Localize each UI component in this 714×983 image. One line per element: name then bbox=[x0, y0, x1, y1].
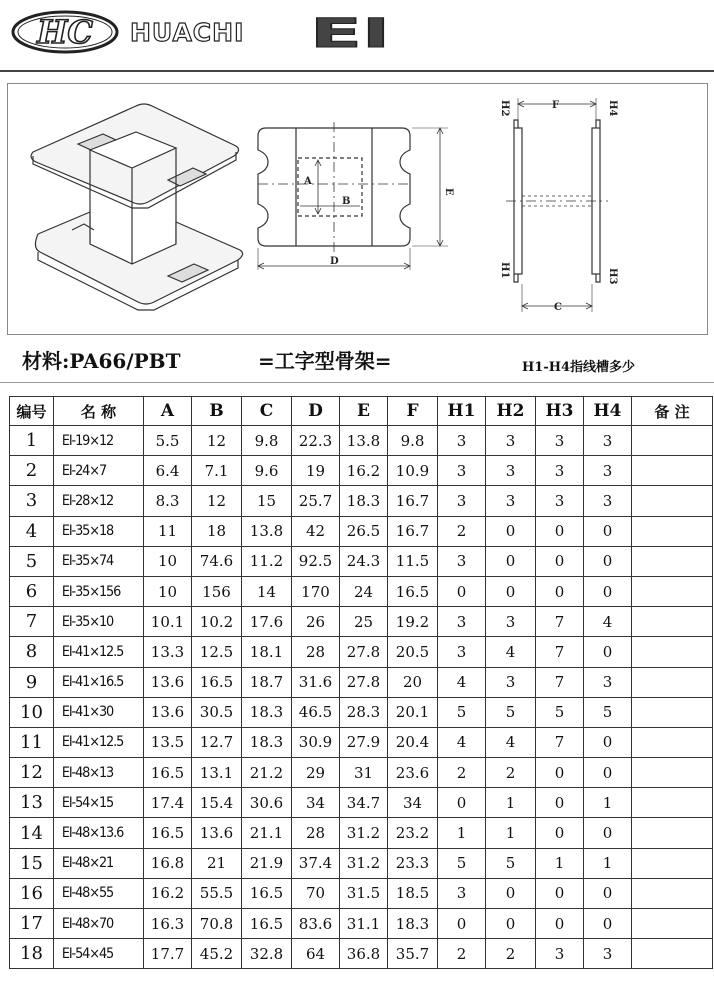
value-cell: 74.6 bbox=[192, 546, 242, 576]
spec-table-body bbox=[10, 426, 713, 969]
table-row bbox=[10, 727, 713, 757]
table-row bbox=[10, 486, 713, 516]
remarks-cell bbox=[632, 939, 713, 969]
row-number-cell: 16 bbox=[10, 878, 54, 908]
part-name-cell: EI-48×70 bbox=[54, 909, 137, 939]
value-cell: 0 bbox=[584, 637, 632, 667]
dim-label-c: C bbox=[554, 302, 562, 313]
value-cell: 34 bbox=[292, 788, 340, 818]
value-cell: 0 bbox=[486, 576, 536, 606]
value-cell: 0 bbox=[584, 576, 632, 606]
value-cell: 0 bbox=[536, 576, 584, 606]
remarks-cell bbox=[632, 848, 713, 878]
remarks-cell bbox=[632, 758, 713, 788]
value-cell: 13.6 bbox=[144, 667, 192, 697]
value-cell: 0 bbox=[584, 878, 632, 908]
value-cell: 2 bbox=[438, 516, 486, 546]
value-cell: 7 bbox=[536, 637, 584, 667]
remarks-cell bbox=[632, 637, 713, 667]
value-cell: 0 bbox=[536, 818, 584, 848]
value-cell: 3 bbox=[584, 486, 632, 516]
value-cell: 156 bbox=[192, 576, 242, 606]
part-name-cell: EI-35×156 bbox=[54, 576, 137, 606]
value-cell: 3 bbox=[438, 426, 486, 456]
value-cell: 83.6 bbox=[292, 909, 340, 939]
value-cell: 23.6 bbox=[388, 758, 438, 788]
header-cell: 备 注 bbox=[632, 397, 713, 426]
table-row bbox=[10, 456, 713, 486]
part-name-cell: EI-41×16.5 bbox=[54, 667, 137, 697]
remarks-cell bbox=[632, 576, 713, 606]
part-name-cell: EI-48×13 bbox=[54, 758, 137, 788]
value-cell: 18.3 bbox=[340, 486, 388, 516]
value-cell: 5 bbox=[584, 697, 632, 727]
row-number-cell: 7 bbox=[10, 607, 54, 637]
value-cell: 3 bbox=[536, 456, 584, 486]
value-cell: 18.3 bbox=[242, 697, 292, 727]
value-cell: 4 bbox=[486, 637, 536, 667]
side-view bbox=[506, 98, 608, 312]
table-row bbox=[10, 516, 713, 546]
remarks-cell bbox=[632, 607, 713, 637]
value-cell: 13.3 bbox=[144, 637, 192, 667]
header-cell: F bbox=[388, 397, 438, 426]
remarks-cell bbox=[632, 667, 713, 697]
value-cell: 16.5 bbox=[144, 818, 192, 848]
header-cell: D bbox=[292, 397, 340, 426]
value-cell: 31.2 bbox=[340, 848, 388, 878]
value-cell: 17.4 bbox=[144, 788, 192, 818]
value-cell: 11 bbox=[144, 516, 192, 546]
row-number-cell: 13 bbox=[10, 788, 54, 818]
table-row bbox=[10, 788, 713, 818]
value-cell: 16.5 bbox=[242, 909, 292, 939]
value-cell: 0 bbox=[584, 516, 632, 546]
value-cell: 2 bbox=[486, 939, 536, 969]
value-cell: 16.5 bbox=[192, 667, 242, 697]
table-row bbox=[10, 546, 713, 576]
value-cell: 5 bbox=[438, 848, 486, 878]
value-cell: 2 bbox=[486, 758, 536, 788]
part-name-cell: EI-41×30 bbox=[54, 697, 137, 727]
value-cell: 0 bbox=[486, 516, 536, 546]
dim-label-f: F bbox=[552, 100, 560, 111]
value-cell: 3 bbox=[438, 546, 486, 576]
remarks-cell bbox=[632, 697, 713, 727]
table-row bbox=[10, 667, 713, 697]
value-cell: 20 bbox=[388, 667, 438, 697]
value-cell: 18.3 bbox=[388, 909, 438, 939]
remarks-cell bbox=[632, 486, 713, 516]
table-row bbox=[10, 637, 713, 667]
table-row bbox=[10, 607, 713, 637]
drawing-canvas bbox=[8, 84, 709, 336]
header-cell: E bbox=[340, 397, 388, 426]
value-cell: 3 bbox=[584, 939, 632, 969]
value-cell: 17.6 bbox=[242, 607, 292, 637]
value-cell: 0 bbox=[584, 546, 632, 576]
value-cell: 4 bbox=[438, 727, 486, 757]
dim-label-e: E bbox=[443, 188, 454, 196]
value-cell: 1 bbox=[438, 818, 486, 848]
row-number-cell: 3 bbox=[10, 486, 54, 516]
brand-name: HUACHI bbox=[130, 18, 245, 47]
value-cell: 46.5 bbox=[292, 697, 340, 727]
value-cell: 20.1 bbox=[388, 697, 438, 727]
value-cell: 31.1 bbox=[340, 909, 388, 939]
row-number-cell: 1 bbox=[10, 426, 54, 456]
value-cell: 30.6 bbox=[242, 788, 292, 818]
value-cell: 64 bbox=[292, 939, 340, 969]
value-cell: 5 bbox=[536, 697, 584, 727]
value-cell: 0 bbox=[536, 546, 584, 576]
value-cell: 16.7 bbox=[388, 486, 438, 516]
value-cell: 8.3 bbox=[144, 486, 192, 516]
value-cell: 26 bbox=[292, 607, 340, 637]
row-number-cell: 9 bbox=[10, 667, 54, 697]
value-cell: 25.7 bbox=[292, 486, 340, 516]
remarks-cell bbox=[632, 727, 713, 757]
value-cell: 16.5 bbox=[144, 758, 192, 788]
remarks-cell bbox=[632, 456, 713, 486]
value-cell: 7 bbox=[536, 667, 584, 697]
value-cell: 35.7 bbox=[388, 939, 438, 969]
value-cell: 13.6 bbox=[192, 818, 242, 848]
value-cell: 9.6 bbox=[242, 456, 292, 486]
header-cell: 编号 bbox=[10, 397, 54, 426]
remarks-cell bbox=[632, 909, 713, 939]
row-number-cell: 17 bbox=[10, 909, 54, 939]
value-cell: 45.2 bbox=[192, 939, 242, 969]
value-cell: 1 bbox=[584, 788, 632, 818]
remarks-cell bbox=[632, 516, 713, 546]
value-cell: 7.1 bbox=[192, 456, 242, 486]
value-cell: 12 bbox=[192, 426, 242, 456]
value-cell: 0 bbox=[584, 909, 632, 939]
header-cell: A bbox=[144, 397, 192, 426]
value-cell: 14 bbox=[242, 576, 292, 606]
part-name-cell: EI-24×7 bbox=[54, 456, 137, 486]
value-cell: 20.5 bbox=[388, 637, 438, 667]
slot-note: H1-H4指线槽多少 bbox=[522, 360, 636, 375]
dim-label-h1: H1 bbox=[499, 262, 510, 279]
value-cell: 0 bbox=[536, 909, 584, 939]
remarks-cell bbox=[632, 788, 713, 818]
value-cell: 13.6 bbox=[144, 697, 192, 727]
value-cell: 3 bbox=[438, 456, 486, 486]
table-row bbox=[10, 697, 713, 727]
value-cell: 5.5 bbox=[144, 426, 192, 456]
value-cell: 3 bbox=[438, 486, 486, 516]
value-cell: 3 bbox=[536, 486, 584, 516]
value-cell: 0 bbox=[438, 788, 486, 818]
value-cell: 34.7 bbox=[340, 788, 388, 818]
product-title-text: EI bbox=[310, 11, 391, 53]
header-divider bbox=[0, 70, 714, 72]
part-name-cell: EI-48×21 bbox=[54, 848, 137, 878]
value-cell: 16.2 bbox=[144, 878, 192, 908]
value-cell: 18.1 bbox=[242, 637, 292, 667]
value-cell: 3 bbox=[584, 426, 632, 456]
remarks-cell bbox=[632, 546, 713, 576]
value-cell: 31.2 bbox=[340, 818, 388, 848]
value-cell: 18.7 bbox=[242, 667, 292, 697]
value-cell: 1 bbox=[584, 848, 632, 878]
value-cell: 0 bbox=[486, 909, 536, 939]
value-cell: 4 bbox=[438, 667, 486, 697]
value-cell: 1 bbox=[486, 818, 536, 848]
product-subtitle: =工字型骨架= bbox=[258, 349, 392, 373]
value-cell: 0 bbox=[536, 788, 584, 818]
value-cell: 15 bbox=[242, 486, 292, 516]
value-cell: 3 bbox=[438, 878, 486, 908]
table-row bbox=[10, 576, 713, 606]
value-cell: 1 bbox=[536, 848, 584, 878]
value-cell: 10.2 bbox=[192, 607, 242, 637]
value-cell: 11.5 bbox=[388, 546, 438, 576]
dim-label-d: D bbox=[330, 256, 339, 267]
value-cell: 10.9 bbox=[388, 456, 438, 486]
value-cell: 30.9 bbox=[292, 727, 340, 757]
value-cell: 13.8 bbox=[340, 426, 388, 456]
value-cell: 0 bbox=[438, 909, 486, 939]
row-number-cell: 14 bbox=[10, 818, 54, 848]
part-name-cell: EI-28×12 bbox=[54, 486, 137, 516]
logo-text: HC bbox=[37, 13, 93, 51]
value-cell: 42 bbox=[292, 516, 340, 546]
value-cell: 3 bbox=[584, 456, 632, 486]
row-number-cell: 15 bbox=[10, 848, 54, 878]
value-cell: 18 bbox=[192, 516, 242, 546]
remarks-cell bbox=[632, 878, 713, 908]
value-cell: 7 bbox=[536, 607, 584, 637]
dim-label-a: A bbox=[304, 176, 312, 187]
value-cell: 13.8 bbox=[242, 516, 292, 546]
value-cell: 3 bbox=[486, 486, 536, 516]
value-cell: 3 bbox=[438, 637, 486, 667]
value-cell: 28 bbox=[292, 818, 340, 848]
value-cell: 24.3 bbox=[340, 546, 388, 576]
table-row bbox=[10, 848, 713, 878]
table-row bbox=[10, 909, 713, 939]
part-name-cell: EI-41×12.5 bbox=[54, 637, 137, 667]
row-number-cell: 18 bbox=[10, 939, 54, 969]
header bbox=[0, 0, 714, 70]
value-cell: 3 bbox=[486, 456, 536, 486]
front-view bbox=[258, 122, 448, 270]
value-cell: 4 bbox=[486, 727, 536, 757]
value-cell: 21 bbox=[192, 848, 242, 878]
part-name-cell: EI-35×74 bbox=[54, 546, 137, 576]
value-cell: 21.9 bbox=[242, 848, 292, 878]
remarks-cell bbox=[632, 426, 713, 456]
value-cell: 29 bbox=[292, 758, 340, 788]
value-cell: 19.2 bbox=[388, 607, 438, 637]
row-number-cell: 4 bbox=[10, 516, 54, 546]
part-name-cell: EI-54×45 bbox=[54, 939, 137, 969]
value-cell: 9.8 bbox=[388, 426, 438, 456]
value-cell: 27.9 bbox=[340, 727, 388, 757]
row-number-cell: 2 bbox=[10, 456, 54, 486]
value-cell: 11.2 bbox=[242, 546, 292, 576]
value-cell: 34 bbox=[388, 788, 438, 818]
row-number-cell: 6 bbox=[10, 576, 54, 606]
isometric-view bbox=[31, 104, 242, 310]
table-row bbox=[10, 818, 713, 848]
value-cell: 18.3 bbox=[242, 727, 292, 757]
value-cell: 23.2 bbox=[388, 818, 438, 848]
value-cell: 5 bbox=[438, 697, 486, 727]
row-number-cell: 12 bbox=[10, 758, 54, 788]
value-cell: 17.7 bbox=[144, 939, 192, 969]
value-cell: 0 bbox=[584, 727, 632, 757]
value-cell: 3 bbox=[486, 607, 536, 637]
technical-drawing bbox=[7, 83, 708, 335]
value-cell: 0 bbox=[584, 758, 632, 788]
part-name-cell: EI-41×12.5 bbox=[54, 727, 137, 757]
value-cell: 31 bbox=[340, 758, 388, 788]
value-cell: 21.1 bbox=[242, 818, 292, 848]
value-cell: 18.5 bbox=[388, 878, 438, 908]
row-number-cell: 5 bbox=[10, 546, 54, 576]
value-cell: 19 bbox=[292, 456, 340, 486]
value-cell: 0 bbox=[438, 576, 486, 606]
dim-label-h4: H4 bbox=[607, 100, 618, 117]
value-cell: 2 bbox=[438, 758, 486, 788]
dim-label-b: B bbox=[342, 196, 351, 207]
value-cell: 13.1 bbox=[192, 758, 242, 788]
part-name-cell: EI-19×12 bbox=[54, 426, 137, 456]
value-cell: 0 bbox=[536, 758, 584, 788]
value-cell: 27.8 bbox=[340, 637, 388, 667]
row-number-cell: 11 bbox=[10, 727, 54, 757]
value-cell: 3 bbox=[486, 667, 536, 697]
part-name-cell: EI-54×15 bbox=[54, 788, 137, 818]
value-cell: 10.1 bbox=[144, 607, 192, 637]
dim-label-h3: H3 bbox=[607, 268, 618, 285]
value-cell: 0 bbox=[536, 878, 584, 908]
value-cell: 26.5 bbox=[340, 516, 388, 546]
value-cell: 23.3 bbox=[388, 848, 438, 878]
row-number-cell: 8 bbox=[10, 637, 54, 667]
value-cell: 70.8 bbox=[192, 909, 242, 939]
product-title bbox=[276, 11, 426, 53]
part-name-cell: EI-35×10 bbox=[54, 607, 137, 637]
table-row bbox=[10, 939, 713, 969]
value-cell: 9.8 bbox=[242, 426, 292, 456]
value-cell: 21.2 bbox=[242, 758, 292, 788]
value-cell: 12.7 bbox=[192, 727, 242, 757]
value-cell: 16.2 bbox=[340, 456, 388, 486]
row-number-cell: 10 bbox=[10, 697, 54, 727]
part-name-cell: EI-35×18 bbox=[54, 516, 137, 546]
value-cell: 15.4 bbox=[192, 788, 242, 818]
value-cell: 31.6 bbox=[292, 667, 340, 697]
hc-logo bbox=[10, 9, 120, 55]
value-cell: 36.8 bbox=[340, 939, 388, 969]
value-cell: 3 bbox=[486, 426, 536, 456]
value-cell: 16.5 bbox=[388, 576, 438, 606]
value-cell: 1 bbox=[486, 788, 536, 818]
value-cell: 0 bbox=[486, 878, 536, 908]
value-cell: 12 bbox=[192, 486, 242, 516]
header-cell: 名 称 bbox=[54, 397, 144, 426]
value-cell: 0 bbox=[536, 516, 584, 546]
header-cell: C bbox=[242, 397, 292, 426]
value-cell: 2 bbox=[438, 939, 486, 969]
value-cell: 5 bbox=[486, 697, 536, 727]
value-cell: 10 bbox=[144, 546, 192, 576]
header-cell: H3 bbox=[536, 397, 584, 426]
part-name-cell: EI-48×13.6 bbox=[54, 818, 137, 848]
material-row bbox=[0, 342, 714, 382]
value-cell: 30.5 bbox=[192, 697, 242, 727]
value-cell: 3 bbox=[536, 939, 584, 969]
value-cell: 24 bbox=[340, 576, 388, 606]
value-cell: 16.3 bbox=[144, 909, 192, 939]
value-cell: 12.5 bbox=[192, 637, 242, 667]
value-cell: 170 bbox=[292, 576, 340, 606]
value-cell: 4 bbox=[584, 607, 632, 637]
value-cell: 7 bbox=[536, 727, 584, 757]
table-row bbox=[10, 758, 713, 788]
value-cell: 20.4 bbox=[388, 727, 438, 757]
value-cell: 6.4 bbox=[144, 456, 192, 486]
value-cell: 10 bbox=[144, 576, 192, 606]
value-cell: 0 bbox=[486, 546, 536, 576]
value-cell: 92.5 bbox=[292, 546, 340, 576]
header-cell: H1 bbox=[438, 397, 486, 426]
material-label: 材料:PA66/PBT bbox=[22, 349, 181, 373]
value-cell: 27.8 bbox=[340, 667, 388, 697]
material-divider bbox=[0, 382, 714, 383]
header-cell: H2 bbox=[486, 397, 536, 426]
remarks-cell bbox=[632, 818, 713, 848]
spec-table bbox=[9, 396, 713, 969]
header-cell: H4 bbox=[584, 397, 632, 426]
value-cell: 55.5 bbox=[192, 878, 242, 908]
value-cell: 70 bbox=[292, 878, 340, 908]
value-cell: 5 bbox=[486, 848, 536, 878]
dim-label-h2: H2 bbox=[499, 100, 510, 117]
value-cell: 3 bbox=[438, 607, 486, 637]
table-header-row bbox=[10, 397, 713, 426]
value-cell: 28.3 bbox=[340, 697, 388, 727]
part-name-cell: EI-48×55 bbox=[54, 878, 137, 908]
table-row bbox=[10, 426, 713, 456]
value-cell: 31.5 bbox=[340, 878, 388, 908]
value-cell: 32.8 bbox=[242, 939, 292, 969]
value-cell: 28 bbox=[292, 637, 340, 667]
value-cell: 37.4 bbox=[292, 848, 340, 878]
table-row bbox=[10, 878, 713, 908]
value-cell: 16.8 bbox=[144, 848, 192, 878]
value-cell: 13.5 bbox=[144, 727, 192, 757]
value-cell: 3 bbox=[584, 667, 632, 697]
value-cell: 22.3 bbox=[292, 426, 340, 456]
value-cell: 16.5 bbox=[242, 878, 292, 908]
value-cell: 0 bbox=[584, 818, 632, 848]
value-cell: 25 bbox=[340, 607, 388, 637]
value-cell: 16.7 bbox=[388, 516, 438, 546]
header-cell: B bbox=[192, 397, 242, 426]
value-cell: 3 bbox=[536, 426, 584, 456]
